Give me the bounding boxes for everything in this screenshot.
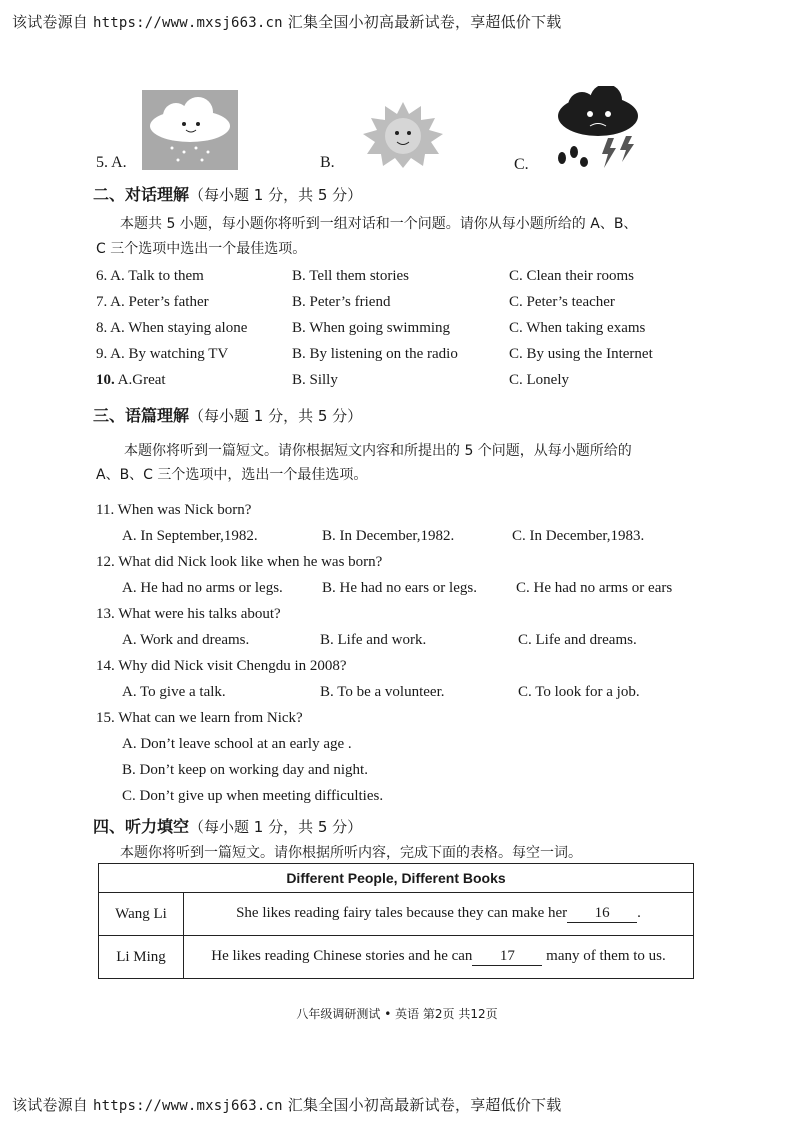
blank-17[interactable]: 17 — [472, 948, 542, 966]
question-options — [0, 632, 794, 656]
question-12-stem: 12. What did Nick look like when he was born? — [96, 554, 383, 570]
option-b: B. He had no ears or legs. — [322, 580, 477, 596]
question-row — [0, 268, 794, 292]
section-2-title: 二、对话理解 — [93, 185, 190, 204]
sentence-after: many of them to us. — [542, 948, 666, 964]
question-11-stem: 11. When was Nick born? — [96, 502, 252, 518]
storm-cloud-icon — [548, 86, 644, 170]
question-13-stem: 13. What were his talks about? — [96, 606, 281, 622]
section-4-title: 四、听力填空 — [93, 817, 190, 836]
sun-icon — [357, 100, 449, 170]
option-a: 9. A. By watching TV — [96, 346, 229, 362]
question-option — [0, 762, 794, 786]
option-c: C. When taking exams — [509, 320, 646, 336]
option-c: C. Clean their rooms — [509, 268, 634, 284]
sentence-cell — [184, 936, 694, 979]
question-option — [0, 788, 794, 812]
person-name: Wang Li — [99, 893, 184, 936]
question-14-stem: 14. Why did Nick visit Chengdu in 2008? — [96, 658, 347, 674]
sentence-cell — [184, 893, 694, 936]
q5-label-c: C. — [514, 156, 529, 173]
section-3-title: 三、语篇理解 — [93, 406, 190, 425]
page-footer: 八年级调研测试 • 英语 第2页 共12页 — [296, 1007, 498, 1021]
option-c: C. To look for a job. — [518, 684, 640, 700]
question-number: 10. — [96, 372, 115, 388]
section-2-intro — [96, 213, 716, 260]
source-banner-top — [12, 11, 561, 32]
source-banner-bottom — [12, 1094, 561, 1115]
section-4-heading — [93, 814, 362, 837]
section-2-heading — [93, 182, 362, 205]
question-options — [0, 580, 794, 604]
option-a: A. Don’t leave school at an early age . — [122, 736, 352, 752]
snow-cloud-icon — [142, 90, 238, 170]
option-a: 6. A. Talk to them — [96, 268, 204, 284]
option-b: B. To be a volunteer. — [320, 684, 445, 700]
question-option — [0, 736, 794, 760]
section-4-scoring: （每小题 1 分，共 5 分） — [189, 818, 363, 836]
q5-label-a: 5. A. — [96, 154, 127, 171]
section-2-scoring: （每小题 1 分，共 5 分） — [189, 186, 363, 204]
table-row — [99, 893, 694, 936]
option-c: C. Don’t give up when meeting difficulties. — [122, 788, 384, 804]
question-stem — [0, 554, 794, 578]
option-b: B. By listening on the radio — [292, 346, 458, 362]
option-c: C. He had no arms or ears — [516, 580, 673, 596]
option-b: B. Peter’s friend — [292, 294, 391, 310]
person-name: Li Ming — [99, 936, 184, 979]
banner-prefix: 该试卷源自 — [12, 13, 89, 31]
table-header-row — [99, 864, 694, 893]
section-3-intro — [96, 440, 716, 486]
option-a: 8. A. When staying alone — [96, 320, 248, 336]
option-a: A. Work and dreams. — [122, 632, 250, 648]
q5-label-b: B. — [320, 154, 335, 171]
option-a: 7. A. Peter’s father — [96, 294, 209, 310]
q5-pictures — [0, 80, 794, 180]
sentence-before: He likes reading Chinese stories and he can — [211, 948, 473, 964]
banner-url[interactable]: https://www.mxsj663.cn — [92, 15, 283, 31]
option-b: B. Life and work. — [320, 632, 427, 648]
option-c: C. By using the Internet — [509, 346, 653, 362]
option-c: C. Life and dreams. — [518, 632, 637, 648]
question-stem — [0, 658, 794, 682]
sentence-before: She likes reading fairy tales because they can make her — [236, 905, 568, 921]
option-a: A. In September,1982. — [122, 528, 258, 544]
section-4-intro: 本题你将听到一篇短文。请你根据所听内容，完成下面的表格。每空一词。 — [120, 845, 582, 861]
option-a: A. To give a talk. — [122, 684, 226, 700]
option-c: C. Peter’s teacher — [509, 294, 615, 310]
table-header: Different People, Different Books — [99, 864, 694, 893]
question-row — [0, 320, 794, 344]
question-stem — [0, 606, 794, 630]
question-row — [0, 372, 794, 396]
option-a: A. He had no arms or legs. — [122, 580, 283, 596]
sentence-after: . — [637, 905, 641, 921]
section-3-heading — [93, 403, 362, 426]
option-b: B. In December,1982. — [322, 528, 455, 544]
question-row — [0, 346, 794, 370]
blank-16[interactable]: 16 — [567, 905, 637, 923]
option-b: B. Don’t keep on working day and night. — [122, 762, 368, 778]
table-row — [99, 936, 694, 979]
question-15-stem: 15. What can we learn from Nick? — [96, 710, 303, 726]
section-2-intro-line2: C 三个选项中选出一个最佳选项。 — [96, 241, 307, 257]
section-3-intro-line2: A、B、C 三个选项中，选出一个最佳选项。 — [96, 467, 368, 483]
section-3-intro-line1: 本题你将听到一篇短文。请你根据短文内容和所提出的 5 个问题，从每小题所给的 — [124, 443, 632, 459]
question-options — [0, 528, 794, 552]
question-stem — [0, 502, 794, 526]
question-options — [0, 684, 794, 708]
section-2-intro-line1: 本题共 5 小题，每小题你将听到一组对话和一个问题。请你从每小题所给的 A、B、 — [120, 216, 638, 232]
option-a: A.Great — [114, 372, 166, 388]
option-c: C. In December,1983. — [512, 528, 645, 544]
section-3-scoring: （每小题 1 分，共 5 分） — [189, 407, 363, 425]
banner-suffix: 汇集全国小初高最新试卷，享超低价下载 — [287, 1096, 562, 1114]
question-stem — [0, 710, 794, 734]
option-b: B. Tell them stories — [292, 268, 409, 284]
question-row — [0, 294, 794, 318]
option-c: C. Lonely — [509, 372, 569, 388]
banner-url[interactable]: https://www.mxsj663.cn — [92, 1098, 283, 1114]
banner-prefix: 该试卷源自 — [12, 1096, 89, 1114]
banner-suffix: 汇集全国小初高最新试卷，享超低价下载 — [287, 13, 562, 31]
option-b: B. Silly — [292, 372, 338, 388]
option-b: B. When going swimming — [292, 320, 451, 336]
listening-fill-table — [98, 863, 694, 979]
